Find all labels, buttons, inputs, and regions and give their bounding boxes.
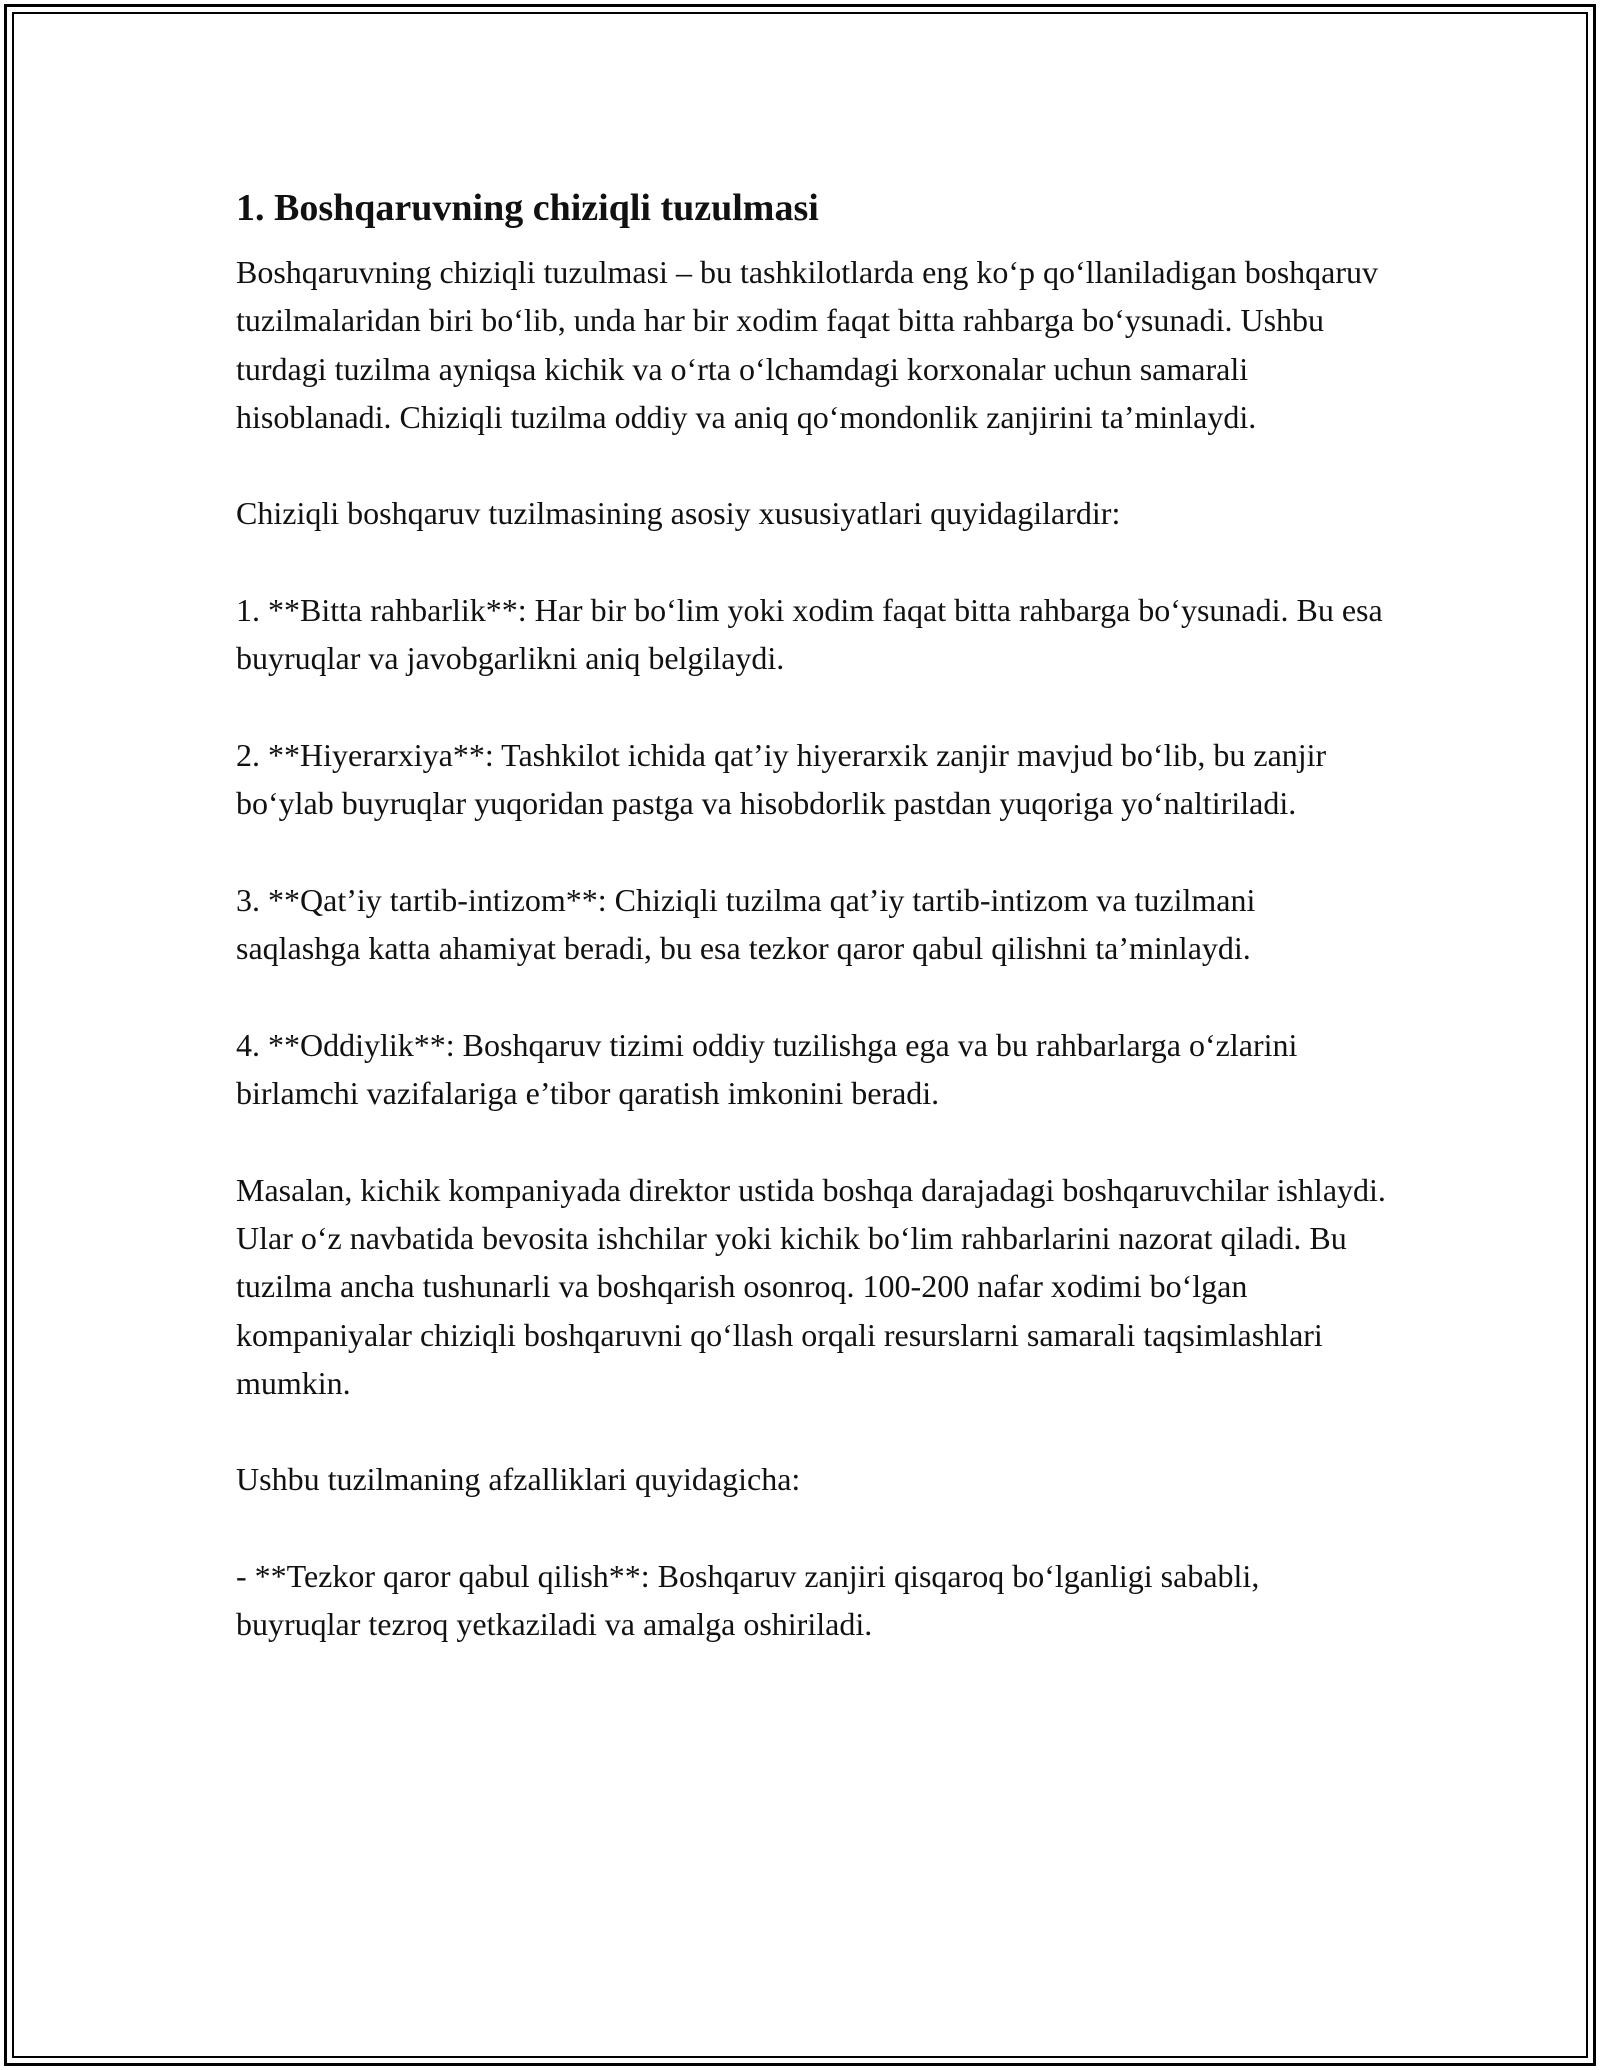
list-item-discipline: 3. **Qat’iy tartib-intizom**: Chiziqli tuzilma qat’iy tartib-intizom va tuzilmani saqlashga katta ahamiyat beradi, bu esa tezkor qaror qabul qilishni ta’minlaydi.: [236, 881, 1256, 967]
paragraph-features-lead: Chiziqli boshqaruv tuzilmasining asosiy xususiyatlari quyidagilardir:: [236, 495, 1121, 532]
paragraph-example: Masalan, kichik kompaniyada direktor ustida boshqa darajadagi boshqaruvchilar ishlaydi. Ular o‘z navbatida bevosita ishchilar yoki kichik bo‘lim rahbarlarini nazorat qiladi. Bu tuzilma ancha tushunarli va boshqarish osonroq. 100-200 nafar xodimi bo‘lgan kompaniyalar chiziqli boshqaruvni qo‘llash orqali resurslarni samarali taqsimlashlari mumkin.: [236, 1171, 1386, 1401]
page-title: 1. Boshqaruvning chiziqli tuzulmasi: [236, 187, 819, 229]
list-item-hierarchy: 2. **Hiyerarxiya**: Tashkilot ichida qat’iy hiyerarxik zanjir mavjud bo‘lib, bu zanjir bo‘ylab buyruqlar yuqoridan pastga va hisobdorlik pastdan yuqoriga yo‘naltiriladi.: [236, 736, 1327, 822]
list-item-simplicity: 4. **Oddiylik**: Boshqaruv tizimi oddiy tuzilishga ega va bu rahbarlarga o‘zlarini birlamchi vazifalariga e’tibor qaratish imkonini beradi.: [236, 1026, 1298, 1112]
paragraph-intro: Boshqaruvning chiziqli tuzulmasi – bu tashkilotlarda eng ko‘p qo‘llaniladigan boshqaruv tuzilmalaridan biri bo‘lib, unda har bir xodim faqat bitta rahbarga bo‘ysunadi. Ushbu turdagi tuzilma ayniqsa kichik va o‘rta o‘lchamdagi korxonalar uchun samarali hisoblanadi. Chiziqli tuzilma oddiy va aniq qo‘mondonlik zanjirini ta’minlaydi.: [236, 254, 1378, 435]
list-item-fast-decisions: - **Tezkor qaror qabul qilish**: Boshqaruv zanjiri qisqaroq bo‘lganligi sababli, buyruqlar tezroq yetkaziladi va amalga oshiriladi.: [236, 1558, 1260, 1643]
document-body: [236, 184, 1386, 1697]
paragraph-advantages-lead: Ushbu tuzilmaning afzalliklari quyidagicha:: [236, 1461, 801, 1498]
list-item-single-leadership: 1. **Bitta rahbarlik**: Har bir bo‘lim yoki xodim faqat bitta rahbarga bo‘ysunadi. Bu esa buyruqlar va javobgarlikni aniq belgilaydi.: [236, 592, 1383, 677]
